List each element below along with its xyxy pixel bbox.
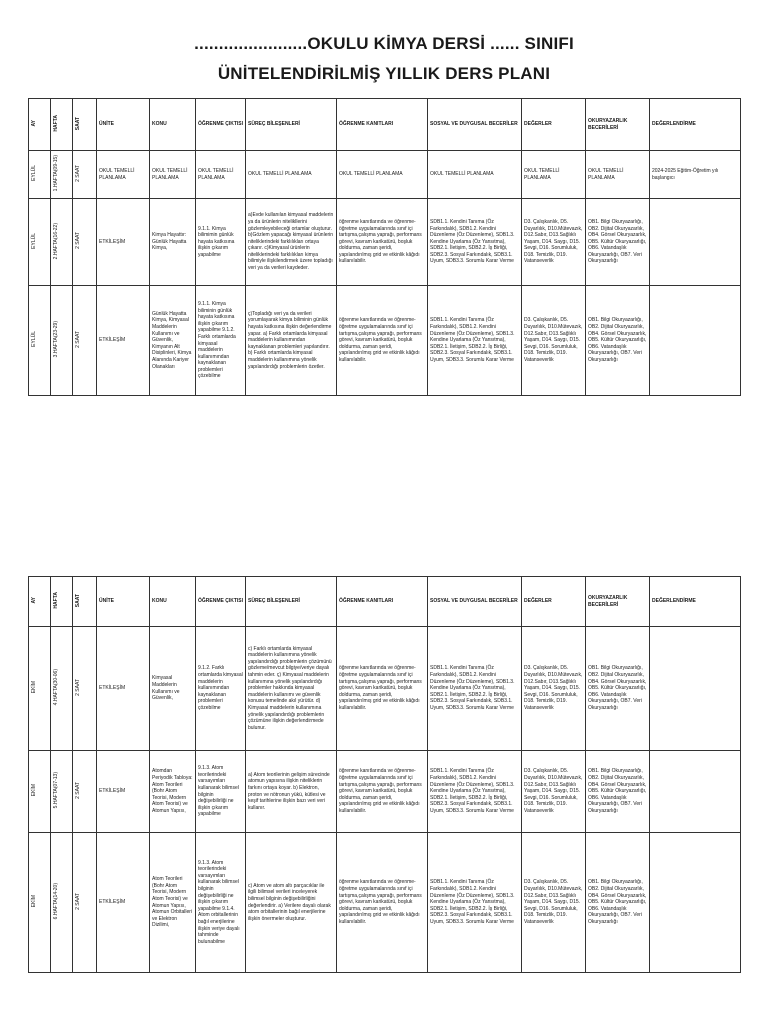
header-ay-label: AY — [31, 119, 37, 127]
cell-surec-bilesenleri: a)Evde kullanılan kimyasal maddelerin ya da ürünlerin nitelikllerini gözlemleyebileceği ortamlar oluşturur. b)Gözlem yapacağı kimyasal ürünlerin niteliklerindeki farklılıkları ortaya çıkarır. c)Kimyasal ürünlerin niteliklerindeki farklılıkları kimya bilimiyle ilişkilendirmek üzere topladığı veri ya da verileri kaydeder. — [246, 199, 337, 286]
cell-hafta — [51, 833, 73, 973]
cell-surec-bilesenleri: ç)Topladığı veri ya da verileri yorumlayarak kimya biliminin günlük hayata katkısına ilişkin değerlendirme yapar. a) Farklı ortamlarda kimyasal maddelerin kullanımından kaynaklanan problemleri yapılandırır. b) Farklı ortamlarda kimyasal maddelerin kullanımına yönelik yapılandırdığı problemlerin özetler. — [246, 286, 337, 396]
cell-saat — [73, 833, 97, 973]
header-konu: KONU — [150, 577, 196, 627]
page-title-line1: .......................OKULU KİMYA DERSİ ...... SINIFI — [194, 34, 574, 53]
plan-table-1 — [28, 98, 741, 396]
cell-degerlendirme — [650, 286, 741, 396]
cell-saat — [73, 751, 97, 833]
header-degerlendirme: DEĞERLENDİRME — [650, 99, 741, 151]
cell-ogrenme-ciktisi: 9.1.2. Farklı ortamlarda kimyasal maddelerin kullanımından kaynaklanan problemleri çözebilme — [196, 627, 246, 751]
cell-ogrenme-kanitlari: öğrenme kanıtlarında ve öğrenme-öğretme uygulamalarında sınıf içi tartışma,çalışma yaprağı, performans görevi, kavram karikatürü, boşluk doldurma, zaman şeridi, yapılandırılmış grid ve etkinlik kâğıdı kullanılabilir. — [337, 199, 428, 286]
cell-saat — [73, 627, 97, 751]
cell-okuryazarlik-becerileri: OB1. Bilgi Okuryazarlığı, OB2. Dijital Okuryazarlık, OB4. Görsel Okuryazarlık, OB5. Kültür Okuryazarlığı, OB6. Vatandaşlık Okuryazarlığı, OB7. Veri Okuryazarlığı — [586, 286, 650, 396]
cell-degerler: D3. Çalışkanlık, D5. Duyarlılık, D10.Mütevazık, D12.Sabır, D13.Sağlıklı Yaşam, D14. Saygı, D15. Sevgi, D16. Sorumluluk, D18. Temizlik, D19. Vatanseverlik — [522, 751, 586, 833]
header-saat — [73, 577, 97, 627]
header-okuryazarlik-becerileri: OKURYAZARLIK BECERİLERİ — [586, 99, 650, 151]
cell-unite: ETKİLEŞİM — [97, 199, 150, 286]
cell-okuryazarlik-becerileri: OB1. Bilgi Okuryazarlığı, OB2. Dijital Okuryazarlık, OB4. Görsel Okuryazarlık, OB5. Kültür Okuryazarlığı, OB6. Vatandaşlık Okuryazarlığı, OB7. Veri Okuryazarlığı — [586, 627, 650, 751]
header-row — [29, 577, 741, 627]
cell-surec-bilesenleri: c) Atom ve atom altı parçacıklar ile ilgili bilimsel verileri inceleyerek bilimsel bilginin değişebilirliğini değerlendirir. a) Verilere dayalı olarak atom orbitallerinin bağıl enerjilerine ilişkin önermeler oluşturur. — [246, 833, 337, 973]
cell-konu: Kimya Hayattır: Günlük Hayatta Kimya, — [150, 199, 196, 286]
cell-sosyal-duygusal-beceriler: SDB1.1. Kendini Tanıma (Öz Farkındalık), SDB1.2. Kendini Düzenleme (Öz Düzenleme), SDB1.3. Kendine Uyarlama (Öz Yansıtma), SDB2.1. İletişim, SDB2.2. İş Birliği, SDB2.3. Sosyal Farkındalık, SDB3.1. Uyum, SDB3.3. Sorumlu Karar Verme — [428, 627, 522, 751]
cell-degerler: D3. Çalışkanlık, D5. Duyarlılık, D10.Mütevazık, D12.Sabır, D13.Sağlıklı Yaşam, D14. Saygı, D15. Sevgi, D16. Sorumluluk, D18. Temizlik, D19. Vatanseverlik — [522, 286, 586, 396]
table-row — [29, 833, 741, 973]
cell-saat-text: 2 SAAT — [75, 678, 81, 696]
cell-saat-text: 2 SAAT — [75, 781, 81, 799]
cell-sosyal-duygusal-beceriler: OKUL TEMELLİ PLANLAMA — [428, 151, 522, 199]
cell-saat — [73, 199, 97, 286]
cell-sosyal-duygusal-beceriler: SDB1.1. Kendini Tanıma (Öz Farkındalık), SDB1.2. Kendini Düzenleme (Öz Düzenleme), SDB1.3. Kendine Uyarlama (Öz Yansıtma), SDB2.1. İletişim, SDB2.2. İş Birliği, SDB2.3. Sosyal Farkındalık, SDB3.1. Uyum, SDB3.3. Sorumlu Karar Verme — [428, 199, 522, 286]
cell-ogrenme-kanitlari: OKUL TEMELLİ PLANLAMA — [337, 151, 428, 199]
cell-hafta — [51, 286, 73, 396]
cell-unite: ETKİLEŞİM — [97, 751, 150, 833]
cell-ogrenme-kanitlari: öğrenme kanıtlarında ve öğrenme-öğretme uygulamalarında sınıf içi tartışma,çalışma yaprağı, performans görevi, kavram karikatürü, boşluk doldurma, zaman şeridi, yapılandırılmış grid ve etkinlik kâğıdı kullanılabilir. — [337, 286, 428, 396]
header-surec-bilesenleri: SÜREÇ BİLEŞENLERİ — [246, 577, 337, 627]
cell-hafta — [51, 151, 73, 199]
cell-ogrenme-ciktisi: 9.1.3. Atom teorilerindeki varsayımları kullanarak bilimsel bilginin değişebilirliği ne ilişkin çıkarım yapabilme — [196, 751, 246, 833]
table-row — [29, 151, 741, 199]
cell-ay-text: EKİM — [31, 784, 37, 797]
header-ay — [29, 99, 51, 151]
cell-degerlendirme: 2024-2025 Eğitim-Öğretim yılı başlangıcı — [650, 151, 741, 199]
table-row — [29, 199, 741, 286]
cell-saat-text: 2 SAAT — [75, 330, 81, 348]
cell-degerler: D3. Çalışkanlık, D5. Duyarlılık, D10.Mütevazık, D12.Sabır, D13.Sağlıklı Yaşam, D14. Saygı, D15. Sevgi, D16. Sorumluluk, D18. Temizlik, D19. Vatanseverlik — [522, 199, 586, 286]
cell-ay — [29, 833, 51, 973]
cell-hafta-text: 1.HAFTA(09-15) — [53, 155, 59, 192]
cell-hafta-text: 5.HAFTA(07-13) — [53, 772, 59, 809]
header-surec-bilesenleri: SÜREÇ BİLEŞENLERİ — [246, 99, 337, 151]
cell-okuryazarlik-becerileri: OKUL TEMELLİ PLANLAMA — [586, 151, 650, 199]
cell-konu: Atom Teorileri (Bohr Atom Teorisi, Modern Atom Teorisi) ve Atomun Yapısı, Atomun Orbitalleri ve Elektron Dizilimi, — [150, 833, 196, 973]
cell-ay-text: EYLÜL — [31, 232, 37, 249]
cell-sosyal-duygusal-beceriler: SDB1.1. Kendini Tanıma (Öz Farkındalık), SDB1.2. Kendini Düzenleme (Öz Düzenleme), SDB1.3. Kendine Uyarlama (Öz Yansıtma), SDB2.1. İletişim, SDB2.2. İş Birliği, SDB2.3. Sosyal Farkındalık, SDB3.1. Uyum, SDB3.3. Sorumlu Karar Verme — [428, 833, 522, 973]
table-row — [29, 751, 741, 833]
header-ogrenme-kanitlari: ÖĞRENME KANITLARI — [337, 577, 428, 627]
header-hafta — [51, 99, 73, 151]
cell-konu: Günlük Hayatta Kimya, Kimyasal Maddelerin Kullanımı ve Güvenlik, Kimyanın Alt Disiplinleri, Kimya Alanında Kariyer Olanakları — [150, 286, 196, 396]
cell-surec-bilesenleri: a) Atom teorilerinin gelişim sürecinde atomun yapısına ilişkin niteliklerin farkını ortaya koyar. b) Elektron, proton ve nötronun yükü, kütlesi ve keşif tarihlerine ilişkin bazı veri veri kullanır. — [246, 751, 337, 833]
header-ogrenme-kanitlari: ÖĞRENME KANITLARI — [337, 99, 428, 151]
cell-konu: Kimyasal Maddelerin Kullanımı ve Güvenlik, — [150, 627, 196, 751]
cell-ay-text: EYLÜL — [31, 331, 37, 348]
cell-okuryazarlik-becerileri: OB1. Bilgi Okuryazarlığı, OB2. Dijital Okuryazarlık, OB4. Görsel Okuryazarlık, OB5. Kültür Okuryazarlığı, OB6. Vatandaşlık Okuryazarlığı, OB7. Veri Okuryazarlığı — [586, 751, 650, 833]
cell-unite: OKUL TEMELLİ PLANLAMA — [97, 151, 150, 199]
cell-hafta-text: 6.HAFTA(14-20) — [53, 883, 59, 920]
cell-ogrenme-ciktisi: 9.1.1. Kimya bilimimin günlük hayata katkısına ilişkin çıkarım yapabilme — [196, 199, 246, 286]
cell-okuryazarlik-becerileri: OB1. Bilgi Okuryazarlığı, OB2. Dijital Okuryazarlık, OB4. Görsel Okuryazarlık, OB5. Kültür Okuryazarlığı, OB6. Vatandaşlık Okuryazarlığı, OB7. Veri Okuryazarlığı — [586, 199, 650, 286]
header-degerler: DEĞERLER — [522, 99, 586, 151]
header-hafta-label: HAFTA — [53, 591, 59, 609]
header-ogrenme-ciktisi: ÖĞRENME ÇIKTISI — [196, 99, 246, 151]
cell-unite: ETKİLEŞİM — [97, 833, 150, 973]
cell-degerlendirme — [650, 627, 741, 751]
header-degerler: DEĞERLER — [522, 577, 586, 627]
header-row — [29, 99, 741, 151]
plan-table-2 — [28, 576, 741, 973]
cell-unite: ETKİLEŞİM — [97, 286, 150, 396]
cell-degerler: OKUL TEMELLİ PLANLAMA — [522, 151, 586, 199]
cell-ogrenme-ciktisi: 9.1.3. Atom teorilerindeki varsayımları kullanarak bilimsel bilginin değişebilirliği ne ilişkin çıkarım yapabilme 9.1.4. Atom orbitallerinin bağıl enerjilerine ilişkin veriye dayalı tahminde bulunabilme — [196, 833, 246, 973]
cell-hafta-text: 3.HAFTA(23-29) — [53, 321, 59, 358]
table-row — [29, 286, 741, 396]
cell-ogrenme-ciktisi: 9.1.1. Kimya biliminin günlük hayata katkısına ilişkin çıkarım yapabilme 9.1.2. Farklı ortamlarda kimyasal maddelerin kullanımından kaynaklanan problemleri çözebilme — [196, 286, 246, 396]
cell-surec-bilesenleri: OKUL TEMELLİ PLANLAMA — [246, 151, 337, 199]
cell-ay-text: EKİM — [31, 681, 37, 694]
cell-hafta — [51, 751, 73, 833]
header-okuryazarlik-becerileri: OKURYAZARLIK BECERİLERİ — [586, 577, 650, 627]
cell-saat-text: 2 SAAT — [75, 164, 81, 182]
cell-konu: OKUL TEMELLİ PLANLAMA — [150, 151, 196, 199]
cell-hafta — [51, 627, 73, 751]
cell-ay — [29, 199, 51, 286]
cell-ay-text: EYLÜL — [31, 165, 37, 182]
header-unite: ÜNİTE — [97, 99, 150, 151]
cell-surec-bilesenleri: c) Farklı ortamlarda kimyasal maddelerin kullanımına yönelik yapılandırdığı problemlerin çözümünü gözleme/mevcut bilgiye/veriye dayalı tahmin eder. ç) Kimyasal maddelerin kullanımına yönelik yapılandırdığı problemler hakkında kimyasal maddelerin kullanımı ve güvenlik konusu temelinde akıl yürütür. d) Kimyasal maddelerin kullanımına yönelik yapılandırdığı problemlerin çözümüne ilişkin değerlendirmede bulunur. — [246, 627, 337, 751]
cell-ogrenme-kanitlari: öğrenme kanıtlarında ve öğrenme-öğretme uygulamalarında sınıf içi tartışma,çalışma yaprağı, performans görevi, kavram karikatürü, boşluk doldurma, zaman şeridi, yapılandırılmış grid ve etkinlik kâğıdı kullanılabilir. — [337, 833, 428, 973]
page-title-line2: ÜNİTELENDİRİLMİŞ YILLIK DERS PLANI — [217, 64, 551, 83]
header-sosyal-duygusal-beceriler: SOSYAL VE DUYGUSAL BECERİLER — [428, 99, 522, 151]
cell-ogrenme-kanitlari: öğrenme kanıtlarında ve öğrenme-öğretme uygulamalarında sınıf içi tartışma,çalışma yaprağı, performans görevi, kavram karikatürü, boşluk doldurma, zaman şeridi, yapılandırılmış grid ve etkinlik kâğıdı kullanılabilir. — [337, 627, 428, 751]
cell-unite: ETKİLEŞİM — [97, 627, 150, 751]
cell-saat-text: 2 SAAT — [75, 892, 81, 910]
header-unite: ÜNİTE — [97, 577, 150, 627]
cell-saat-text: 2 SAAT — [75, 232, 81, 250]
cell-sosyal-duygusal-beceriler: SDB1.1. Kendini Tanıma (Öz Farkındalık), SDB1.2. Kendini Düzenleme (Öz Düzenleme), SDB1.3. Kendine Uyarlama (Öz Yansıtma), SDB2.1. İletişim, SDB2.2. İş Birliği, SDB2.3. Sosyal Farkındalık, SDB3.1. Uyum, SDB3.3. Sorumlu Karar Verme — [428, 286, 522, 396]
header-ay — [29, 577, 51, 627]
header-saat — [73, 99, 97, 151]
cell-ogrenme-ciktisi: OKUL TEMELLİ PLANLAMA — [196, 151, 246, 199]
cell-degerlendirme — [650, 199, 741, 286]
header-ay-label: AY — [31, 596, 37, 604]
cell-hafta — [51, 199, 73, 286]
cell-hafta-text: 4.HAFTA(30-06) — [53, 669, 59, 706]
cell-degerlendirme — [650, 833, 741, 973]
cell-saat — [73, 286, 97, 396]
cell-ay — [29, 751, 51, 833]
cell-degerler: D3. Çalışkanlık, D5. Duyarlılık, D10.Mütevazık, D12.Sabır, D13.Sağlıklı Yaşam, D14. Saygı, D15. Sevgi, D16. Sorumluluk, D18. Temizlik, D19. Vatanseverlik — [522, 833, 586, 973]
cell-degerlendirme — [650, 751, 741, 833]
cell-konu: Atomdan Periyodik Tabloya: Atom Teorileri (Bohr Atom Teorisi, Modern Atom Teorisi) ve Atomun Yapısı, — [150, 751, 196, 833]
header-konu: KONU — [150, 99, 196, 151]
cell-ay — [29, 286, 51, 396]
cell-degerler: D3. Çalışkanlık, D5. Duyarlılık, D10.Mütevazık, D12.Sabır, D13.Sağlıklı Yaşam, D14. Saygı, D15. Sevgi, D16. Sorumluluk, D18. Temizlik, D19. Vatanseverlik — [522, 627, 586, 751]
cell-hafta-text: 2.HAFTA(16-22) — [53, 222, 59, 259]
cell-saat — [73, 151, 97, 199]
table-row — [29, 627, 741, 751]
header-hafta — [51, 577, 73, 627]
header-hafta-label: HAFTA — [53, 114, 59, 132]
header-degerlendirme: DEĞERLENDİRME — [650, 577, 741, 627]
cell-ay-text: EKİM — [31, 895, 37, 908]
header-sosyal-duygusal-beceriler: SOSYAL VE DUYGUSAL BECERİLER — [428, 577, 522, 627]
cell-okuryazarlik-becerileri: OB1. Bilgi Okuryazarlığı, OB2. Dijital Okuryazarlık, OB4. Görsel Okuryazarlık, OB5. Kültür Okuryazarlığı, OB6. Vatandaşlık Okuryazarlığı, OB7. Veri Okuryazarlığı — [586, 833, 650, 973]
cell-ogrenme-kanitlari: öğrenme kanıtlarında ve öğrenme-öğretme uygulamalarında sınıf içi tartışma,çalışma yaprağı, performans görevi, kavram karikatürü, boşluk doldurma, zaman şeridi, yapılandırılmış grid ve etkinlik kâğıdı kullanılabilir. — [337, 751, 428, 833]
header-saat-label: SAAT — [75, 593, 81, 607]
cell-sosyal-duygusal-beceriler: SDB1.1. Kendini Tanıma (Öz Farkındalık), SDB1.2. Kendini Düzenleme (Öz Düzenleme), SDB1.3. Kendine Uyarlama (Öz Yansıtma), SDB2.1. İletişim, SDB2.2. İş Birliği, SDB2.3. Sosyal Farkındalık, SDB3.1. Uyum, SDB3.3. Sorumlu Karar Verme — [428, 751, 522, 833]
cell-ay — [29, 627, 51, 751]
header-saat-label: SAAT — [75, 116, 81, 130]
header-ogrenme-ciktisi: ÖĞRENME ÇIKTISI — [196, 577, 246, 627]
cell-ay — [29, 151, 51, 199]
